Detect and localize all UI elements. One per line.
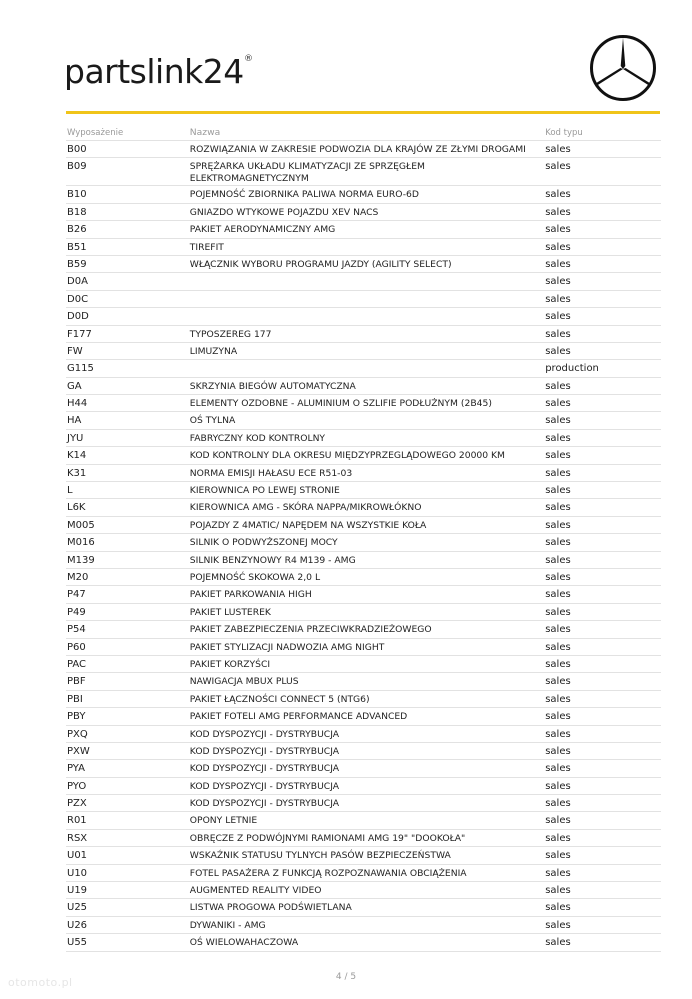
type-cell: sales xyxy=(545,144,571,155)
type-cell: sales xyxy=(545,293,571,305)
code-cell: B59 xyxy=(67,258,87,270)
code-cell: M20 xyxy=(67,571,89,583)
type-cell: sales xyxy=(545,919,571,931)
code-cell: H44 xyxy=(67,398,88,410)
name-cell: KIEROWNICA AMG - SKÓRA NAPPA/MIKROWŁÓKNO xyxy=(189,502,422,514)
code-cell: K14 xyxy=(67,450,87,462)
name-cell: SILNIK BENZYNOWY R4 M139 - AMG xyxy=(189,554,356,566)
table-row xyxy=(66,552,661,569)
page-header xyxy=(0,0,692,118)
type-cell: sales xyxy=(545,867,571,879)
type-cell: sales xyxy=(545,571,571,583)
name-cell: PAKIET LUSTEREK xyxy=(189,606,271,618)
table-row xyxy=(66,691,661,708)
type-cell: sales xyxy=(545,328,571,340)
page-number: 4 / 5 xyxy=(335,972,357,982)
name-cell: GNIAZDO WTYKOWE POJAZDU XEV NACS xyxy=(189,206,379,218)
name-cell: PAKIET ŁĄCZNOŚCI CONNECT 5 (NTG6) xyxy=(189,693,370,705)
table-row xyxy=(66,221,661,238)
type-cell: sales xyxy=(545,937,571,949)
table-row xyxy=(66,158,661,186)
type-cell: sales xyxy=(545,398,571,410)
name-cell: OŚ TYLNA xyxy=(189,415,236,427)
table-row xyxy=(66,673,661,690)
type-cell: sales xyxy=(545,798,571,810)
type-cell: sales xyxy=(545,537,571,549)
name-cell: KOD DYSPOZYCJI - DYSTRYBUCJA xyxy=(189,728,340,740)
header-name: Nazwa xyxy=(189,127,221,138)
name-cell: KOD DYSPOZYCJI - DYSTRYBUCJA xyxy=(189,763,340,775)
code-cell: D0C xyxy=(67,293,89,305)
table-row xyxy=(66,239,661,256)
name-cell: OPONY LETNIE xyxy=(189,815,258,827)
name-cell: SKRZYNIA BIEGÓW AUTOMATYCZNA xyxy=(189,380,356,392)
name-cell: KOD DYSPOZYCJI - DYSTRYBUCJA xyxy=(189,745,340,757)
type-cell: sales xyxy=(545,885,571,897)
name-cell: SPRĘŻARKA UKŁADU KLIMATYZACJI ZE SPRZĘGŁEM ELEKTROMAGNETYCZNYM xyxy=(189,161,425,185)
header-code: Wyposażenie xyxy=(67,128,124,138)
type-cell: sales xyxy=(545,519,571,531)
type-cell: sales xyxy=(545,850,571,862)
table-row xyxy=(66,204,661,221)
name-cell: DYWANIKI - AMG xyxy=(189,919,266,931)
table-row xyxy=(66,586,661,603)
table-row xyxy=(66,708,661,725)
table-row xyxy=(66,186,661,203)
code-cell: M016 xyxy=(67,537,95,549)
table-row xyxy=(66,795,661,812)
table-header xyxy=(66,124,661,141)
name-cell: NAWIGACJA MBUX PLUS xyxy=(189,676,299,688)
table-row xyxy=(66,882,661,899)
registered-mark: ® xyxy=(244,54,253,64)
code-cell: P47 xyxy=(67,589,86,601)
code-cell: U26 xyxy=(67,919,88,931)
type-cell: sales xyxy=(545,832,571,844)
header-type: Kod typu xyxy=(545,128,583,138)
name-cell: PAKIET PARKOWANIA HIGH xyxy=(189,589,312,601)
table-row xyxy=(66,812,661,829)
code-cell: PBF xyxy=(67,676,86,688)
table-row xyxy=(66,256,661,273)
name-cell: PAKIET ZABEZPIECZENIA PRZECIWKRADZIEŻOWEGO xyxy=(189,624,432,636)
code-cell: M139 xyxy=(67,554,95,566)
type-cell: sales xyxy=(545,206,571,218)
partslink24-logo xyxy=(64,52,253,102)
name-cell: SILNIK O PODWYŻSZONEJ MOCY xyxy=(189,537,338,549)
table-row xyxy=(66,934,661,951)
name-cell: PAKIET FOTELI AMG PERFORMANCE ADVANCED xyxy=(189,711,408,723)
table-row xyxy=(66,430,661,447)
code-cell: PXW xyxy=(67,745,90,757)
code-cell: B10 xyxy=(67,189,87,201)
name-cell: WSKAŹNIK STATUSU TYLNYCH PASÓW BEZPIECZEŃSTWA xyxy=(189,850,451,862)
table-row xyxy=(66,326,661,343)
code-cell: U55 xyxy=(67,937,88,949)
table-row xyxy=(66,534,661,551)
code-cell: HA xyxy=(67,415,82,427)
table-row xyxy=(66,273,661,290)
name-cell: FOTEL PASAŻERA Z FUNKCJĄ ROZPOZNAWANIA OBCIĄŻENIA xyxy=(189,867,467,879)
type-cell: sales xyxy=(545,502,571,514)
code-cell: PXQ xyxy=(67,728,88,740)
code-cell: B00 xyxy=(67,144,87,155)
table-row xyxy=(66,308,661,325)
code-cell: P60 xyxy=(67,641,86,653)
table-row xyxy=(66,517,661,534)
code-cell: PBI xyxy=(67,693,83,705)
type-cell: sales xyxy=(545,606,571,618)
code-cell: F177 xyxy=(67,328,92,340)
type-cell: sales xyxy=(545,161,571,173)
code-cell: L xyxy=(67,485,73,497)
table-row xyxy=(66,639,661,656)
name-cell: KIEROWNICA PO LEWEJ STRONIE xyxy=(189,485,340,497)
name-cell: ELEMENTY OZDOBNE - ALUMINIUM O SZLIFIE PODŁUŻNYM (2B45) xyxy=(189,398,492,410)
code-cell: JYU xyxy=(67,432,84,444)
name-cell: KOD DYSPOZYCJI - DYSTRYBUCJA xyxy=(189,780,340,792)
code-cell: FW xyxy=(67,345,83,357)
type-cell: sales xyxy=(545,728,571,740)
name-cell: POJEMNOŚĆ SKOKOWA 2,0 L xyxy=(189,571,321,583)
table-row xyxy=(66,656,661,673)
code-cell: B18 xyxy=(67,206,87,218)
code-cell: B26 xyxy=(67,224,87,236)
type-cell: sales xyxy=(545,467,571,479)
name-cell: OBRĘCZE Z PODWÓJNYMI RAMIONAMI AMG 19" "DOOKOŁA" xyxy=(189,832,466,844)
type-cell: sales xyxy=(545,415,571,427)
table-row xyxy=(66,499,661,516)
code-cell: K31 xyxy=(67,467,87,479)
type-cell: sales xyxy=(545,763,571,775)
table-row xyxy=(66,830,661,847)
code-cell: R01 xyxy=(67,815,87,827)
table-row xyxy=(66,141,661,158)
table-row xyxy=(66,395,661,412)
table-row xyxy=(66,482,661,499)
name-cell: AUGMENTED REALITY VIDEO xyxy=(189,885,322,897)
code-cell: P54 xyxy=(67,624,86,636)
code-cell: PAC xyxy=(67,658,87,670)
name-cell: WŁĄCZNIK WYBORU PROGRAMU JAZDY (AGILITY SELECT) xyxy=(189,258,452,270)
code-cell: U25 xyxy=(67,902,88,914)
table-row xyxy=(66,778,661,795)
name-cell: NORMA EMISJI HAŁASU ECE R51-03 xyxy=(189,467,353,479)
code-cell: U10 xyxy=(67,867,88,879)
type-cell: sales xyxy=(545,745,571,757)
mercedes-star-icon xyxy=(589,34,657,102)
type-cell: sales xyxy=(545,241,571,253)
watermark: otomoto.pl xyxy=(8,976,73,989)
logo-text: partslink24 xyxy=(64,52,244,91)
type-cell: sales xyxy=(545,311,571,323)
table-row xyxy=(66,899,661,916)
table-row xyxy=(66,465,661,482)
code-cell: U19 xyxy=(67,885,88,897)
name-cell: KOD DYSPOZYCJI - DYSTRYBUCJA xyxy=(189,798,340,810)
type-cell: sales xyxy=(545,815,571,827)
table-row xyxy=(66,447,661,464)
name-cell: FABRYCZNY KOD KONTROLNY xyxy=(189,432,326,444)
type-cell: sales xyxy=(545,450,571,462)
code-cell: B51 xyxy=(67,241,87,253)
name-cell: TIREFIT xyxy=(189,241,224,253)
equipment-table xyxy=(66,124,661,952)
name-cell: POJEMNOŚĆ ZBIORNIKA PALIWA NORMA EURO-6D xyxy=(189,189,419,201)
code-cell: RSX xyxy=(67,832,88,844)
type-cell: sales xyxy=(545,258,571,270)
type-cell: sales xyxy=(545,432,571,444)
type-cell: sales xyxy=(545,902,571,914)
code-cell: GA xyxy=(67,380,82,392)
table-row xyxy=(66,621,661,638)
type-cell: sales xyxy=(545,624,571,636)
name-cell: OŚ WIELOWAHACZOWA xyxy=(189,937,299,949)
table-row xyxy=(66,917,661,934)
code-cell: G115 xyxy=(67,363,94,375)
name-cell: POJAZDY Z 4MATIC/ NAPĘDEM NA WSZYSTKIE KOŁA xyxy=(189,519,427,531)
code-cell: PZX xyxy=(67,798,87,810)
type-cell: sales xyxy=(545,345,571,357)
code-cell: M005 xyxy=(67,519,95,531)
type-cell: sales xyxy=(545,658,571,670)
name-cell: ROZWIĄZANIA W ZAKRESIE PODWOZIA DLA KRAJÓW ZE ZŁYMI DROGAMI xyxy=(189,144,526,155)
type-cell: sales xyxy=(545,276,571,288)
type-cell: production xyxy=(545,363,599,375)
name-cell: TYPOSZEREG 177 xyxy=(189,328,272,340)
type-cell: sales xyxy=(545,676,571,688)
name-cell: LIMUZYNA xyxy=(189,345,238,357)
type-cell: sales xyxy=(545,189,571,201)
code-cell: PBY xyxy=(67,711,86,723)
name-cell: KOD KONTROLNY DLA OKRESU MIĘDZYPRZEGLĄDOWEGO 20000 KM xyxy=(189,450,505,462)
table-row xyxy=(66,378,661,395)
table-row xyxy=(66,604,661,621)
table-row xyxy=(66,743,661,760)
type-cell: sales xyxy=(545,485,571,497)
type-cell: sales xyxy=(545,380,571,392)
type-cell: sales xyxy=(545,224,571,236)
table-row xyxy=(66,760,661,777)
header-accent-line xyxy=(66,111,660,114)
name-cell: LISTWA PROGOWA PODŚWIETLANA xyxy=(189,902,352,914)
table-body xyxy=(66,141,661,952)
code-cell: P49 xyxy=(67,606,86,618)
code-cell: PYO xyxy=(67,780,87,792)
table-row xyxy=(66,847,661,864)
code-cell: B09 xyxy=(67,161,87,173)
type-cell: sales xyxy=(545,554,571,566)
type-cell: sales xyxy=(545,641,571,653)
table-row xyxy=(66,412,661,429)
name-cell: PAKIET AERODYNAMICZNY AMG xyxy=(189,224,336,236)
table-row xyxy=(66,865,661,882)
name-cell: PAKIET STYLIZACJI NADWOZIA AMG NIGHT xyxy=(189,641,385,653)
code-cell: U01 xyxy=(67,850,88,862)
table-row xyxy=(66,726,661,743)
code-cell: D0D xyxy=(67,311,89,323)
type-cell: sales xyxy=(545,589,571,601)
table-row xyxy=(66,360,661,377)
table-row xyxy=(66,343,661,360)
type-cell: sales xyxy=(545,693,571,705)
code-cell: D0A xyxy=(67,276,88,288)
type-cell: sales xyxy=(545,780,571,792)
code-cell: L6K xyxy=(67,502,86,514)
table-row xyxy=(66,291,661,308)
table-row xyxy=(66,569,661,586)
name-cell: PAKIET KORZYŚCI xyxy=(189,658,271,670)
type-cell: sales xyxy=(545,711,571,723)
code-cell: PYA xyxy=(67,763,85,775)
